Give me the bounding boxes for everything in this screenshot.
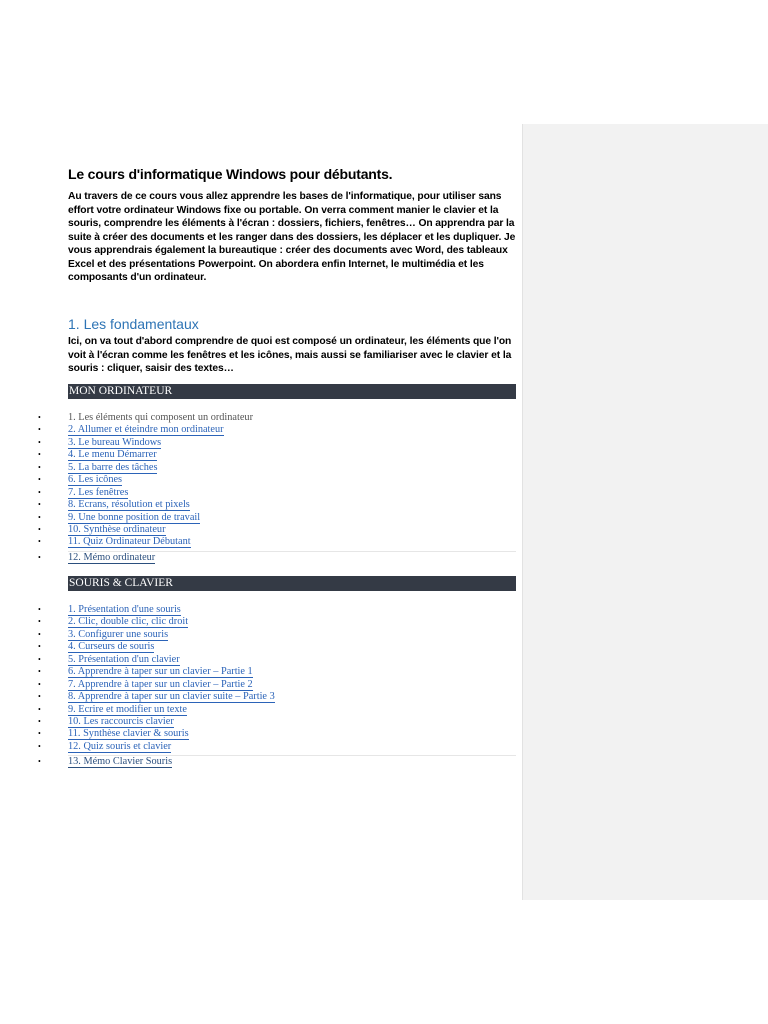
page-title: Le cours d'informatique Windows pour débutants.: [68, 166, 393, 182]
list-item: [38, 678, 516, 691]
bullet-icon: •: [38, 450, 41, 460]
lesson-link[interactable]: 1. Présentation d'une souris: [68, 604, 181, 615]
link-list-mon-ordinateur: [38, 412, 516, 564]
section-bar-mon-ordinateur: MON ORDINATEUR: [68, 384, 516, 399]
lesson-link[interactable]: 7. Apprendre à taper sur un clavier – Partie 2: [68, 678, 253, 690]
bullet-icon: •: [38, 679, 41, 689]
list-item: [38, 691, 516, 703]
list-item: [38, 436, 516, 449]
lesson-link[interactable]: 13. Mémo Clavier Souris: [68, 756, 173, 768]
lesson-link[interactable]: 1. Les éléments qui composent un ordinateur: [68, 412, 254, 423]
lesson-link[interactable]: 9. Ecrire et modifier un texte: [68, 703, 187, 715]
bullet-icon: •: [38, 692, 41, 702]
list-item: [38, 616, 516, 628]
link-list-souris-clavier: [38, 604, 516, 769]
comments-pane: [522, 124, 768, 900]
bullet-icon: •: [38, 642, 41, 652]
bullet-icon: •: [38, 462, 41, 472]
list-item: [38, 474, 516, 486]
list-item: [38, 628, 516, 641]
lesson-link[interactable]: 3. Configurer une souris: [68, 628, 169, 640]
bullet-icon: •: [38, 654, 41, 664]
bullet-icon: •: [38, 716, 41, 726]
intro-paragraph: Au travers de ce cours vous allez apprendre les bases de l'informatique, pour utiliser sans effort votre ordinateur Windows fixe ou portable. On verra comment manier le clavier et la souris, comprendre les éléments à l'écran : dossiers, fichiers, fenêtres… On apprendra par la suite à créer des documents et les ranger dans des dossiers, les déplacer et les dupliquer. Je vous apprendrais également la bureautique : créer des documents avec Word, des tableaux Excel et des présentations Powerpoint. On abordera enfin Internet, le multimédia et les composants d'un ordinateur.: [68, 191, 516, 283]
list-item: [38, 499, 516, 511]
list-item: [38, 511, 516, 524]
list-item: [38, 461, 516, 474]
bullet-icon: •: [38, 500, 41, 510]
bullet-icon: •: [38, 617, 41, 627]
lesson-link[interactable]: 5. La barre des tâches: [68, 461, 158, 473]
lesson-link[interactable]: 8. Ecrans, résolution et pixels: [68, 499, 190, 511]
bullet-icon: •: [38, 475, 41, 485]
list-item: [38, 486, 516, 499]
bullet-icon: •: [38, 437, 41, 447]
lesson-link[interactable]: 12. Mémo ordinateur: [68, 551, 156, 563]
list-item: [38, 551, 516, 564]
lesson-link[interactable]: 11. Quiz Ordinateur Débutant: [68, 536, 191, 548]
bullet-icon: •: [38, 413, 41, 422]
list-item: [38, 641, 516, 653]
bullet-icon: •: [38, 512, 41, 522]
lesson-link[interactable]: 11. Synthèse clavier & souris: [68, 728, 189, 740]
bullet-icon: •: [38, 757, 41, 767]
section-heading-fondamentaux: 1. Les fondamentaux: [68, 316, 199, 332]
list-item: [38, 523, 516, 536]
lesson-link[interactable]: 9. Une bonne position de travail: [68, 511, 201, 523]
bullet-icon: •: [38, 741, 41, 751]
lesson-link[interactable]: 4. Curseurs de souris: [68, 641, 155, 653]
lesson-link[interactable]: 3. Le bureau Windows: [68, 436, 162, 448]
section-bar-souris-clavier: SOURIS & CLAVIER: [68, 576, 516, 591]
list-item: [38, 604, 516, 616]
bullet-icon: •: [38, 704, 41, 714]
bullet-icon: •: [38, 537, 41, 547]
list-item: [38, 424, 516, 436]
list-item: [38, 449, 516, 461]
lesson-link[interactable]: 5. Présentation d'un clavier: [68, 653, 180, 665]
section-paragraph-fondamentaux: Ici, on va tout d'abord comprendre de quoi est composé un ordinateur, les éléments que l'on voit à l'écran comme les fenêtres et les icônes, mais aussi se familiariser avec le clavier et la souris : cliquer, saisir des textes…: [68, 336, 512, 374]
lesson-link[interactable]: 2. Clic, double clic, clic droit: [68, 616, 189, 628]
list-item: [38, 412, 516, 424]
list-item: [38, 703, 516, 716]
bullet-icon: •: [38, 629, 41, 639]
bullet-icon: •: [38, 605, 41, 614]
lesson-link[interactable]: 2. Allumer et éteindre mon ordinateur: [68, 424, 224, 436]
lesson-link[interactable]: 6. Les icônes: [68, 474, 123, 486]
list-item: [38, 715, 516, 728]
lesson-link[interactable]: 10. Les raccourcis clavier: [68, 715, 174, 727]
bullet-icon: •: [38, 667, 41, 677]
list-item: [38, 653, 516, 666]
lesson-link[interactable]: 8. Apprendre à taper sur un clavier suite – Partie 3: [68, 691, 275, 703]
lesson-link[interactable]: 6. Apprendre à taper sur un clavier – Partie 1: [68, 666, 253, 678]
list-item: [38, 536, 516, 548]
bullet-icon: •: [38, 552, 41, 562]
bullet-icon: •: [38, 425, 41, 435]
list-item: [38, 666, 516, 678]
lesson-link[interactable]: 10. Synthèse ordinateur: [68, 523, 166, 535]
list-item: [38, 755, 516, 768]
lesson-link[interactable]: 12. Quiz souris et clavier: [68, 740, 172, 752]
bullet-icon: •: [38, 524, 41, 534]
bullet-icon: •: [38, 487, 41, 497]
lesson-link[interactable]: 7. Les fenêtres: [68, 486, 129, 498]
list-item: [38, 740, 516, 753]
bullet-icon: •: [38, 729, 41, 739]
lesson-link[interactable]: 4. Le menu Démarrer: [68, 449, 157, 461]
list-item: [38, 728, 516, 740]
